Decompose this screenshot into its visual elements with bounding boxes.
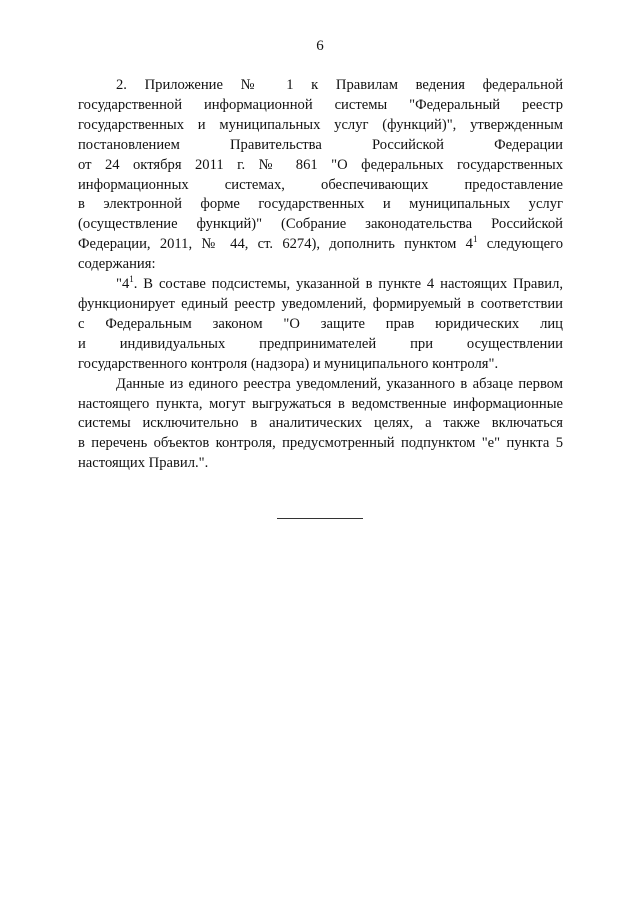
text-fragment: Федерации, 2011, № 44, ст. 6274), дополнить пунктом 4 (78, 236, 473, 253)
text-line: от 24 октября 2011 г. № 861 "О федеральных государственных (78, 156, 563, 173)
text-line: постановлением Правительства Российской Федерации (78, 136, 563, 153)
text-line: Данные из единого реестра уведомлений, указанного в абзаце первом (116, 375, 563, 392)
text-line: информационных системах, обеспечивающих предоставление (78, 176, 563, 193)
text-line: настоящего пункта, могут выгружаться в ведомственные информационные (78, 395, 563, 412)
paragraph-data-export (78, 375, 563, 475)
text-line: (осуществление функций)" (Собрание законодательства Российской (78, 216, 563, 233)
text-line: в электронной форме государственных и муниципальных услуг (78, 196, 563, 213)
text-line: государственного контроля (надзора) и муниципального контроля". (78, 355, 499, 372)
text-fragment: "4 (116, 276, 130, 293)
text-line-with-superscript (78, 235, 563, 255)
text-line: в перечень объектов контроля, предусмотренный подпунктом "е" пункта 5 (78, 435, 563, 452)
paragraph-new-point (78, 275, 563, 375)
text-line-with-superscript (78, 275, 563, 295)
text-line: государственной информационной системы "Федеральный реестр (78, 96, 563, 113)
document-body (78, 76, 563, 474)
superscript-marker: 1 (129, 274, 134, 285)
text-line: системы исключительно в аналитических целях, а также включаться (78, 415, 563, 432)
text-line: 2. Приложение № 1 к Правилам ведения федеральной (116, 77, 563, 93)
text-line: с Федеральным законом "О защите прав юридических лиц (78, 315, 563, 332)
text-fragment: следующего (477, 236, 563, 253)
superscript-marker: 1 (472, 234, 478, 245)
paragraph-amendment (78, 76, 563, 275)
end-of-document-rule (277, 518, 363, 519)
text-line: функционирует единый реестр уведомлений, формируемый в соответствии (78, 295, 563, 312)
text-line: содержания: (78, 256, 156, 273)
text-line: настоящих Правил.". (78, 455, 209, 472)
text-fragment: . В составе подсистемы, указанной в пункте 4 настоящих Правил, (133, 276, 563, 293)
text-line: и индивидуальных предпринимателей при осуществлении (78, 335, 563, 352)
page-number: 6 (316, 38, 324, 54)
text-line: государственных и муниципальных услуг (функций)", утвержденным (78, 116, 563, 133)
